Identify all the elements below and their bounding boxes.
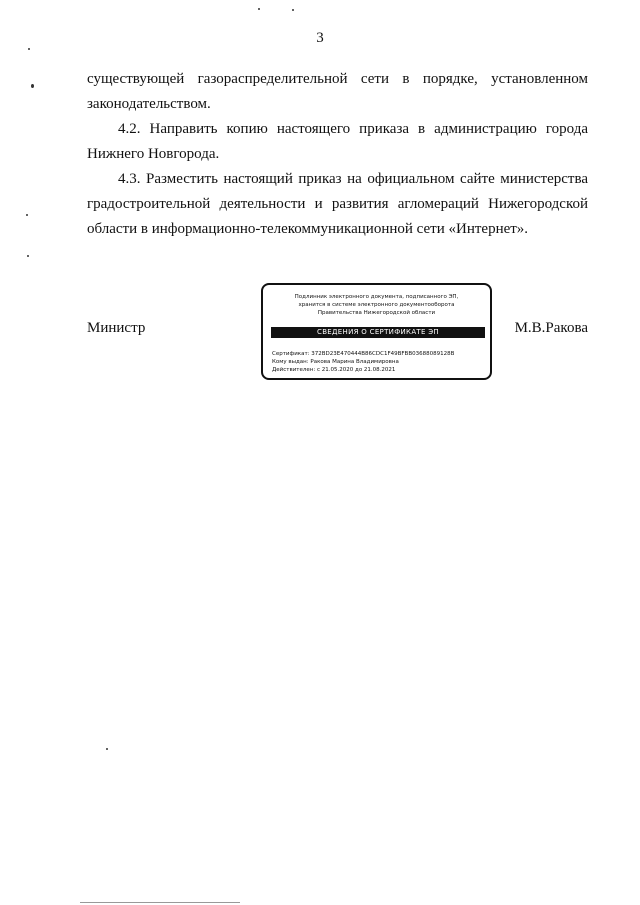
certificate-value: 372BD23E470444B86CDC1F49BFBB03688089128B <box>311 351 455 357</box>
paragraph-line: Нижнего Новгорода. <box>87 146 220 162</box>
stamp-note-line: хранится в системе электронного документооборота <box>298 302 455 308</box>
issued-to-label: Кому выдан: <box>272 359 309 365</box>
issued-to-row <box>272 358 486 366</box>
paragraph-line: 4.3. Разместить настоящий приказ на официальном сайте министерства <box>118 171 588 187</box>
scan-speck <box>27 255 29 257</box>
paragraph-4-2 <box>87 117 588 167</box>
electronic-signature-stamp <box>261 283 492 380</box>
stamp-note <box>269 293 484 317</box>
stamp-details <box>272 350 486 374</box>
paragraph-4-3 <box>87 167 588 242</box>
stamp-note-line: Правительства Нижегородской области <box>317 310 436 316</box>
page-number: 3 <box>316 30 324 46</box>
scan-speck <box>258 8 260 10</box>
scan-speck <box>31 84 34 88</box>
stamp-header: СВЕДЕНИЯ О СЕРТИФИКАТЕ ЭП <box>271 327 485 338</box>
validity-label: Действителен: <box>272 367 316 373</box>
issued-to-value: Ракова Марина Владимировна <box>310 359 399 365</box>
certificate-row <box>272 350 486 358</box>
certificate-label: Сертификат: <box>272 351 310 357</box>
scan-speck <box>28 48 30 50</box>
validity-row <box>272 366 486 374</box>
paragraph-network <box>87 67 588 117</box>
scan-speck <box>292 9 294 11</box>
paragraph-line: области в информационно-телекоммуникационной сети «Интернет». <box>87 221 529 237</box>
scan-speck <box>26 214 28 216</box>
scan-speck <box>106 748 108 750</box>
paragraph-line: законодательством. <box>87 96 211 112</box>
paragraph-line: существующей газораспределительной сети в порядке, установленном <box>87 71 588 87</box>
stamp-note-line: Подлинник электронного документа, подписанного ЭП, <box>294 294 459 300</box>
signer-name: М.В.Ракова <box>514 320 588 336</box>
validity-value: с 21.05.2020 до 21.08.2021 <box>317 367 396 373</box>
paragraph-line: 4.2. Направить копию настоящего приказа в администрацию города <box>118 121 588 137</box>
bottom-scan-line <box>80 902 240 903</box>
paragraph-line: градостроительной деятельности и развития агломераций Нижегородской <box>87 196 588 212</box>
signer-title: Министр <box>87 320 146 336</box>
